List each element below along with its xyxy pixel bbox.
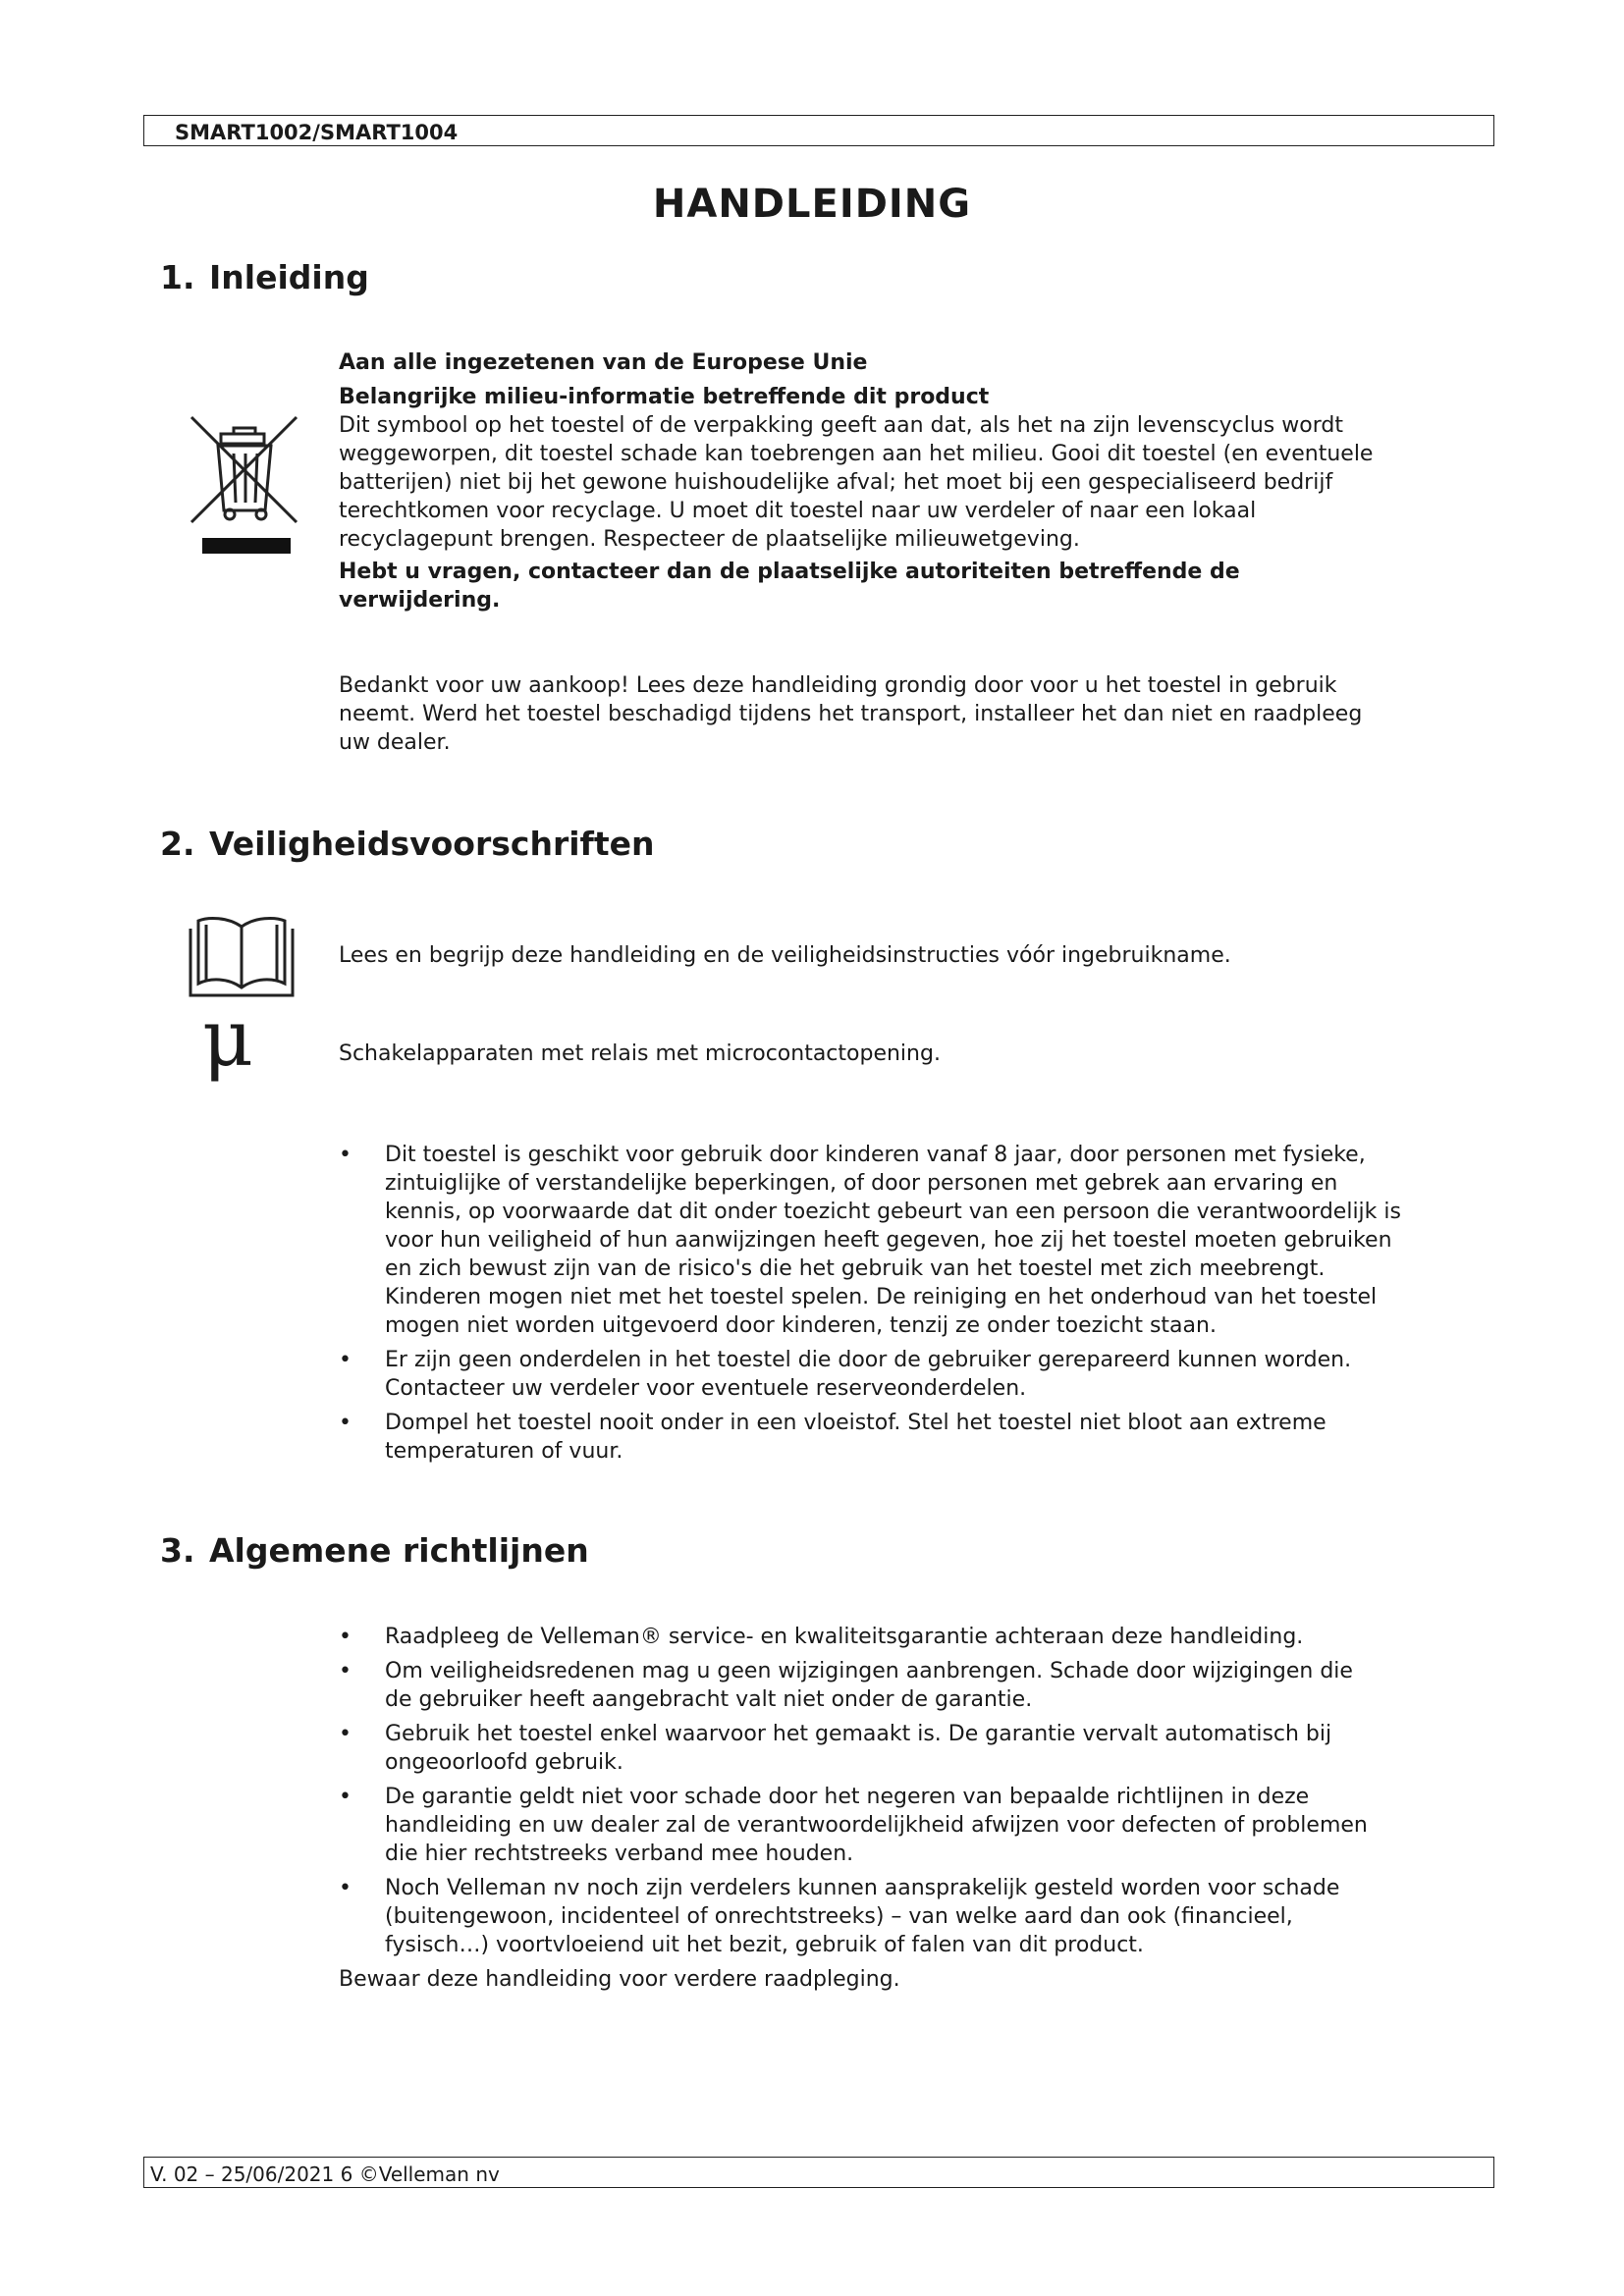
list-item: • Raadpleeg de Velleman® service- en kwaliteitsgarantie achteraan deze handleiding. [339, 1623, 1483, 1651]
manual-instruction: Lees en begrijp deze handleiding en de veiligheidsinstructies vóór ingebruikname. [339, 943, 1231, 968]
env-line: Dit symbool op het toestel of de verpakking geeft aan dat, als het na zijn levenscyclus wordt [339, 413, 1343, 438]
thanks-line: uw dealer. [339, 730, 451, 755]
list-item: • Om veiligheidsredenen mag u geen wijzigingen aanbrengen. Schade door wijzigingen die de gebruiker heeft aangebracht valt niet onder de garantie. [339, 1657, 1483, 1714]
model-label: SMART1002/SMART1004 [175, 121, 459, 144]
list-item: • Gebruik het toestel enkel waarvoor het gemaakt is. De garantie vervalt automatisch bij ongeoorloofd gebruik. [339, 1720, 1483, 1777]
read-manual-icon [189, 913, 295, 997]
list-item: • De garantie geldt niet voor schade door het negeren van bepaalde richtlijnen in deze handleiding en uw dealer zal de verantwoordelijkheid afwijzen voor defecten of problemen die hier rechtstreeks verband mee houden. [339, 1783, 1483, 1868]
env-line: batterijen) niet bij het gewone huishoudelijke afval; het moet bij een gespecialiseerd bedrijf [339, 470, 1333, 495]
page-header [143, 115, 1494, 146]
page-footer [143, 2157, 1494, 2188]
env-line: weggeworpen, dit toestel schade kan toebrengen aan het milieu. Gooi dit toestel (en eventuele [339, 442, 1374, 466]
list-item: • Er zijn geen onderdelen in het toestel die door de gebruiker gerepareerd kunnen worden. Contacteer uw verdeler voor eventuele reserveonderdelen. [339, 1346, 1483, 1403]
section-title-safety [160, 825, 655, 863]
list-item: • Noch Velleman nv noch zijn verdelers kunnen aansprakelijk gesteld worden voor schade (buitengewoon, incidenteel of onrechtstreeks) – van welke aard dan ook (financieel, fysisch…) voortvloeiend uit het bezit, gebruik of falen van dit product. [339, 1874, 1483, 1959]
micro-gap-icon: μ [202, 992, 253, 1084]
env-line: recyclagepunt brengen. Respecteer de plaatselijke milieuwetgeving. [339, 527, 1080, 552]
list-item: • Bewaar deze handleiding voor verdere raadpleging. [339, 1965, 1483, 1994]
list-item: • Dit toestel is geschikt voor gebruik door kinderen vanaf 8 jaar, door personen met fysieke, zintuiglijke of verstandelijke beperkingen, of door personen met gebrek aan ervaring en kennis, op voorwaarde dat dit onder toezicht gebeurt van een persoon die verantwoordelijk is voor hun veiligheid of hun aanwijzingen heeft gegeven, hoe zij het toestel moeten gebruiken en zich bewust zijn van de risico's die het gebruik van het toestel met zich meebrengt. Kinderen mogen niet met het toestel spelen. De reiniging en het onderhoud van het toestel mogen niet worden uitgevoerd door kinderen, tenzij ze onder toezicht staan. [339, 1141, 1483, 1340]
general-list [339, 1623, 1483, 2000]
safety-list [339, 1141, 1483, 1471]
section-number: 1. [160, 258, 195, 296]
env-heading: Belangrijke milieu-informatie betreffende dit product [339, 385, 990, 409]
thanks-line: neemt. Werd het toestel beschadigd tijdens het transport, installeer het dan niet en raadpleeg [339, 702, 1363, 726]
env-line: terechtkomen voor recyclage. U moet dit toestel naar uw verdeler of naar een lokaal [339, 499, 1257, 523]
section-title-general [160, 1531, 589, 1570]
thanks-paragraph [339, 671, 1362, 757]
section-number: 3. [160, 1531, 195, 1570]
document-title: HANDLEIDING [652, 182, 972, 227]
section-number: 2. [160, 825, 195, 863]
micro-instruction: Schakelapparaten met relais met microcontactopening. [339, 1041, 941, 1066]
eu-heading: Aan alle ingezetenen van de Europese Unie [339, 350, 868, 375]
footer-text: V. 02 – 25/06/2021 6 ©Velleman nv [150, 2163, 500, 2186]
thanks-line: Bedankt voor uw aankoop! Lees deze handleiding grondig door voor u het toestel in gebruik [339, 673, 1337, 698]
section-title-text: Algemene richtlijnen [209, 1531, 589, 1570]
questions-line: Hebt u vragen, contacteer dan de plaatselijke autoriteiten betreffende de [339, 560, 1240, 584]
questions-line: verwijdering. [339, 588, 501, 613]
section-title-text: Veiligheidsvoorschriften [209, 825, 655, 863]
section-title-intro [160, 258, 369, 296]
weee-notice [339, 348, 1373, 614]
section-title-text: Inleiding [209, 258, 369, 296]
list-item: • Dompel het toestel nooit onder in een vloeistof. Stel het toestel niet bloot aan extreme temperaturen of vuur. [339, 1409, 1483, 1466]
weee-bin-icon [187, 412, 304, 560]
